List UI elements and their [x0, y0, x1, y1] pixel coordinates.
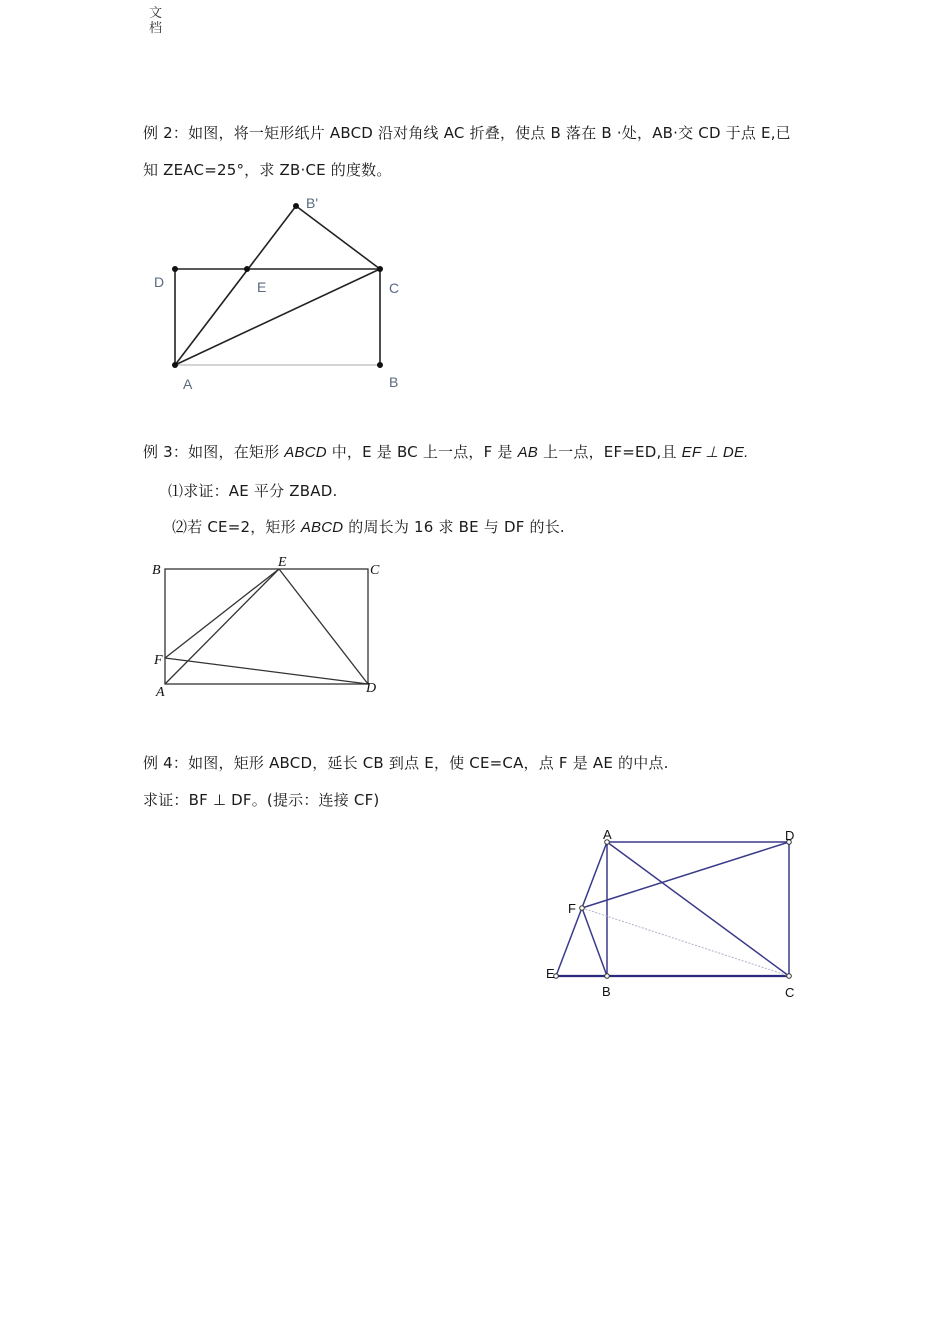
page-header [149, 6, 165, 36]
ex3-label-C: C [370, 563, 380, 578]
ex4-label-C: C [785, 985, 795, 1000]
ex4-edge-AC [607, 842, 789, 976]
ex4-figure [540, 825, 810, 1005]
ex3-question-1: ⑴求证：AE 平分 ZBAD. [168, 482, 338, 500]
ex4-edge-FB [582, 908, 607, 976]
ex3-text-1f: EF ⊥ DE. [681, 444, 749, 461]
ex3-question-2 [172, 517, 565, 538]
ex4-label-B: B [602, 984, 611, 999]
ex3-edge-ED [279, 569, 368, 684]
ex2-line-1: 例 2：如图，将一矩形纸片 ABCD 沿对角线 AC 折叠，使点 B 落在 B ·处，AB·交 CD 于点 E,已 [143, 124, 791, 142]
ex2-point-A [172, 362, 178, 368]
ex3-label-D: D [366, 681, 377, 696]
ex4-edge-FC [582, 908, 789, 976]
ex2-label-B: B [389, 374, 399, 390]
ex4-label-A: A [603, 827, 612, 842]
ex3-text-1b: ABCD [284, 444, 327, 461]
ex3-text-2a: ⑵若 CE=2，矩形 [172, 518, 301, 536]
ex4-point-C [787, 974, 792, 979]
ex2-point-E [244, 266, 250, 272]
ex3-text-2b: ABCD [300, 519, 344, 536]
ex3-edge-EF [165, 569, 279, 658]
ex4-label-F: F [568, 901, 576, 916]
ex3-label-A: A [156, 685, 165, 700]
ex4-line-2: 求证：BF ⊥ DF。(提示：连接 CF) [143, 791, 380, 809]
ex2-edge-AC [175, 269, 380, 365]
ex4-label-E: E [546, 966, 555, 981]
ex2-point-B [377, 362, 383, 368]
ex2-point-C [377, 266, 383, 272]
ex3-text-2c: 的周长为 16 求 BE 与 DF 的长. [343, 518, 565, 536]
ex3-label-F: F [154, 653, 163, 668]
ex2-figure [140, 192, 420, 402]
ex4-edge-FD [582, 842, 789, 908]
ex2-label-C: C [389, 280, 400, 296]
ex3-text-1d: AB [517, 444, 539, 461]
ex2-line-2: 知 ZEAC=25°，求 ZB·CE 的度数。 [143, 161, 392, 179]
ex2-edge-AB-prime [175, 206, 296, 365]
ex3-line-1 [143, 442, 749, 463]
ex2-label-D: D [154, 274, 165, 290]
ex3-text-1a: 例 3：如图，在矩形 [143, 443, 285, 461]
ex4-point-B [605, 974, 610, 979]
ex2-point-D [172, 266, 178, 272]
ex3-edge-FD [165, 658, 368, 684]
ex2-label-E: E [257, 279, 267, 295]
ex4-line-1: 例 4：如图，矩形 ABCD，延长 CB 到点 E，使 CE=CA，点 F 是 AE 的中点. [143, 754, 669, 772]
header-char-1: 文 [149, 6, 163, 21]
ex4-label-D: D [785, 828, 795, 843]
header-char-2: 档 [149, 21, 163, 36]
ex3-rectangle [165, 569, 368, 684]
ex4-point-F [580, 906, 585, 911]
ex2-label-A: A [183, 376, 193, 392]
ex2-point-B-prime [293, 203, 299, 209]
ex3-edge-AE [165, 569, 279, 684]
ex3-text-1c: 中，E 是 BC 上一点，F 是 [326, 443, 518, 461]
ex2-label-B-prime: B' [306, 195, 319, 211]
ex3-text-1e: 上一点，EF=ED,且 [538, 443, 682, 461]
ex3-label-E: E [278, 555, 287, 570]
ex3-figure [148, 550, 388, 700]
ex3-label-B: B [152, 563, 161, 578]
ex2-edge-B-prime-C [296, 206, 380, 269]
